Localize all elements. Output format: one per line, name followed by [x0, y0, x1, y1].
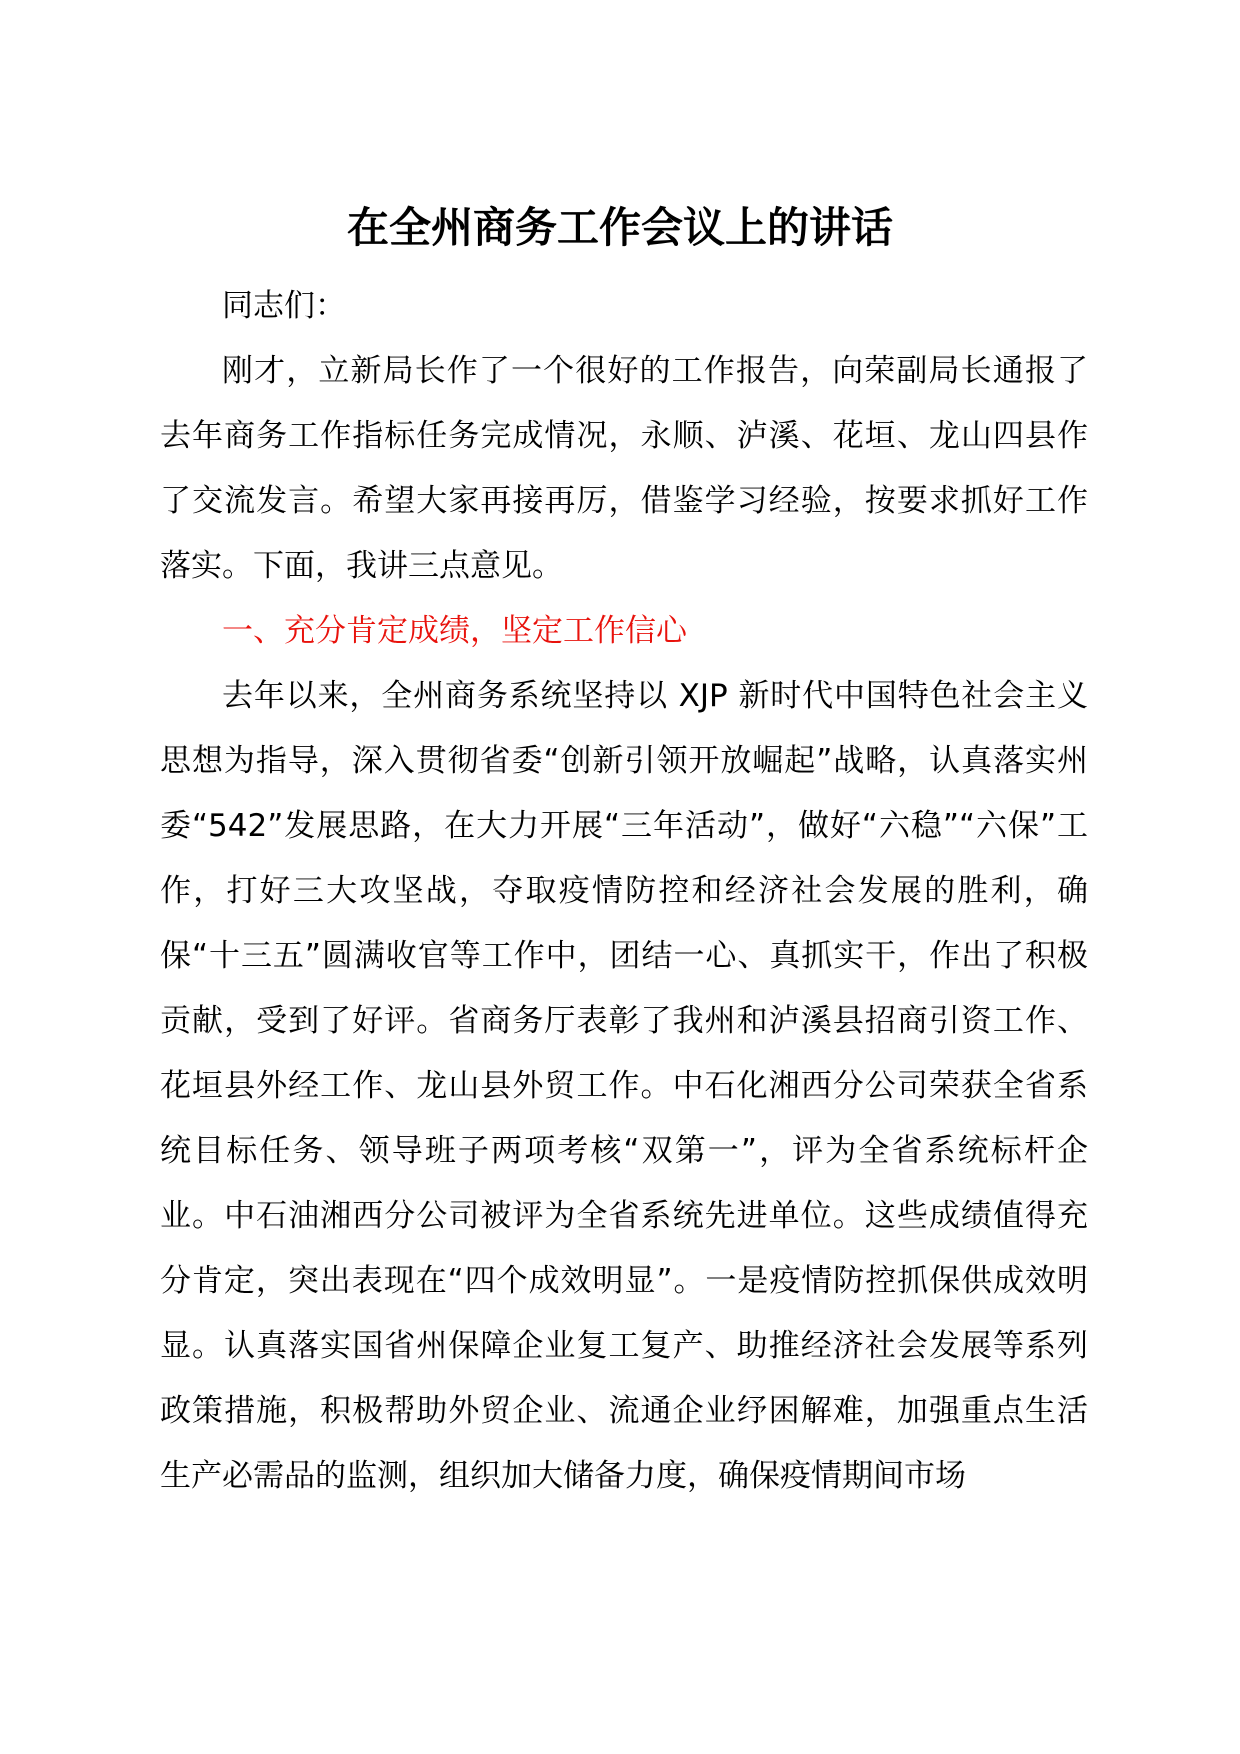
document-body [160, 274, 1088, 1509]
salutation: 同志们： [222, 288, 346, 324]
paragraph-intro: 刚才，立新局长作了一个很好的工作报告，向荣副局长通报了去年商务工作指标任务完成情况，永顺、泸溪、花垣、龙山四县作了交流发言。希望大家再接再厉，借鉴学习经验，按要求抓好工作落实。下面，我讲三点意见。 [160, 353, 1088, 584]
paragraph-achievements: 去年以来，全州商务系统坚持以 XJP 新时代中国特色社会主义思想为指导，深入贯彻省委“创新引领开放崛起”战略，认真落实州委“542”发展思路，在大力开展“三年活动”，做好“六稳”“六保”工作，打好三大攻坚战，夺取疫情防控和经济社会发展的胜利，确保“十三五”圆满收官等工作中，团结一心、真抓实干，作出了积极贡献，受到了好评。省商务厅表彰了我州和泸溪县招商引资工作、花垣县外经工作、龙山县外贸工作。中石化湘西分公司荣获全省系统目标任务、领导班子两项考核“双第一”，评为全省系统标杆企业。中石油湘西分公司被评为全省系统先进单位。这些成绩值得充分肯定，突出表现在“四个成效明显”。一是疫情防控抓保供成效明显。认真落实国省州保障企业复工复产、助推经济社会发展等系列政策措施，积极帮助外贸企业、流通企业纾困解难，加强重点生活生产必需品的监测，组织加大储备力度，确保疫情期间市场 [160, 678, 1088, 1494]
section-heading: 一、充分肯定成绩，坚定工作信心 [222, 613, 687, 649]
document-title: 在全州商务工作会议上的讲话 [346, 203, 893, 252]
